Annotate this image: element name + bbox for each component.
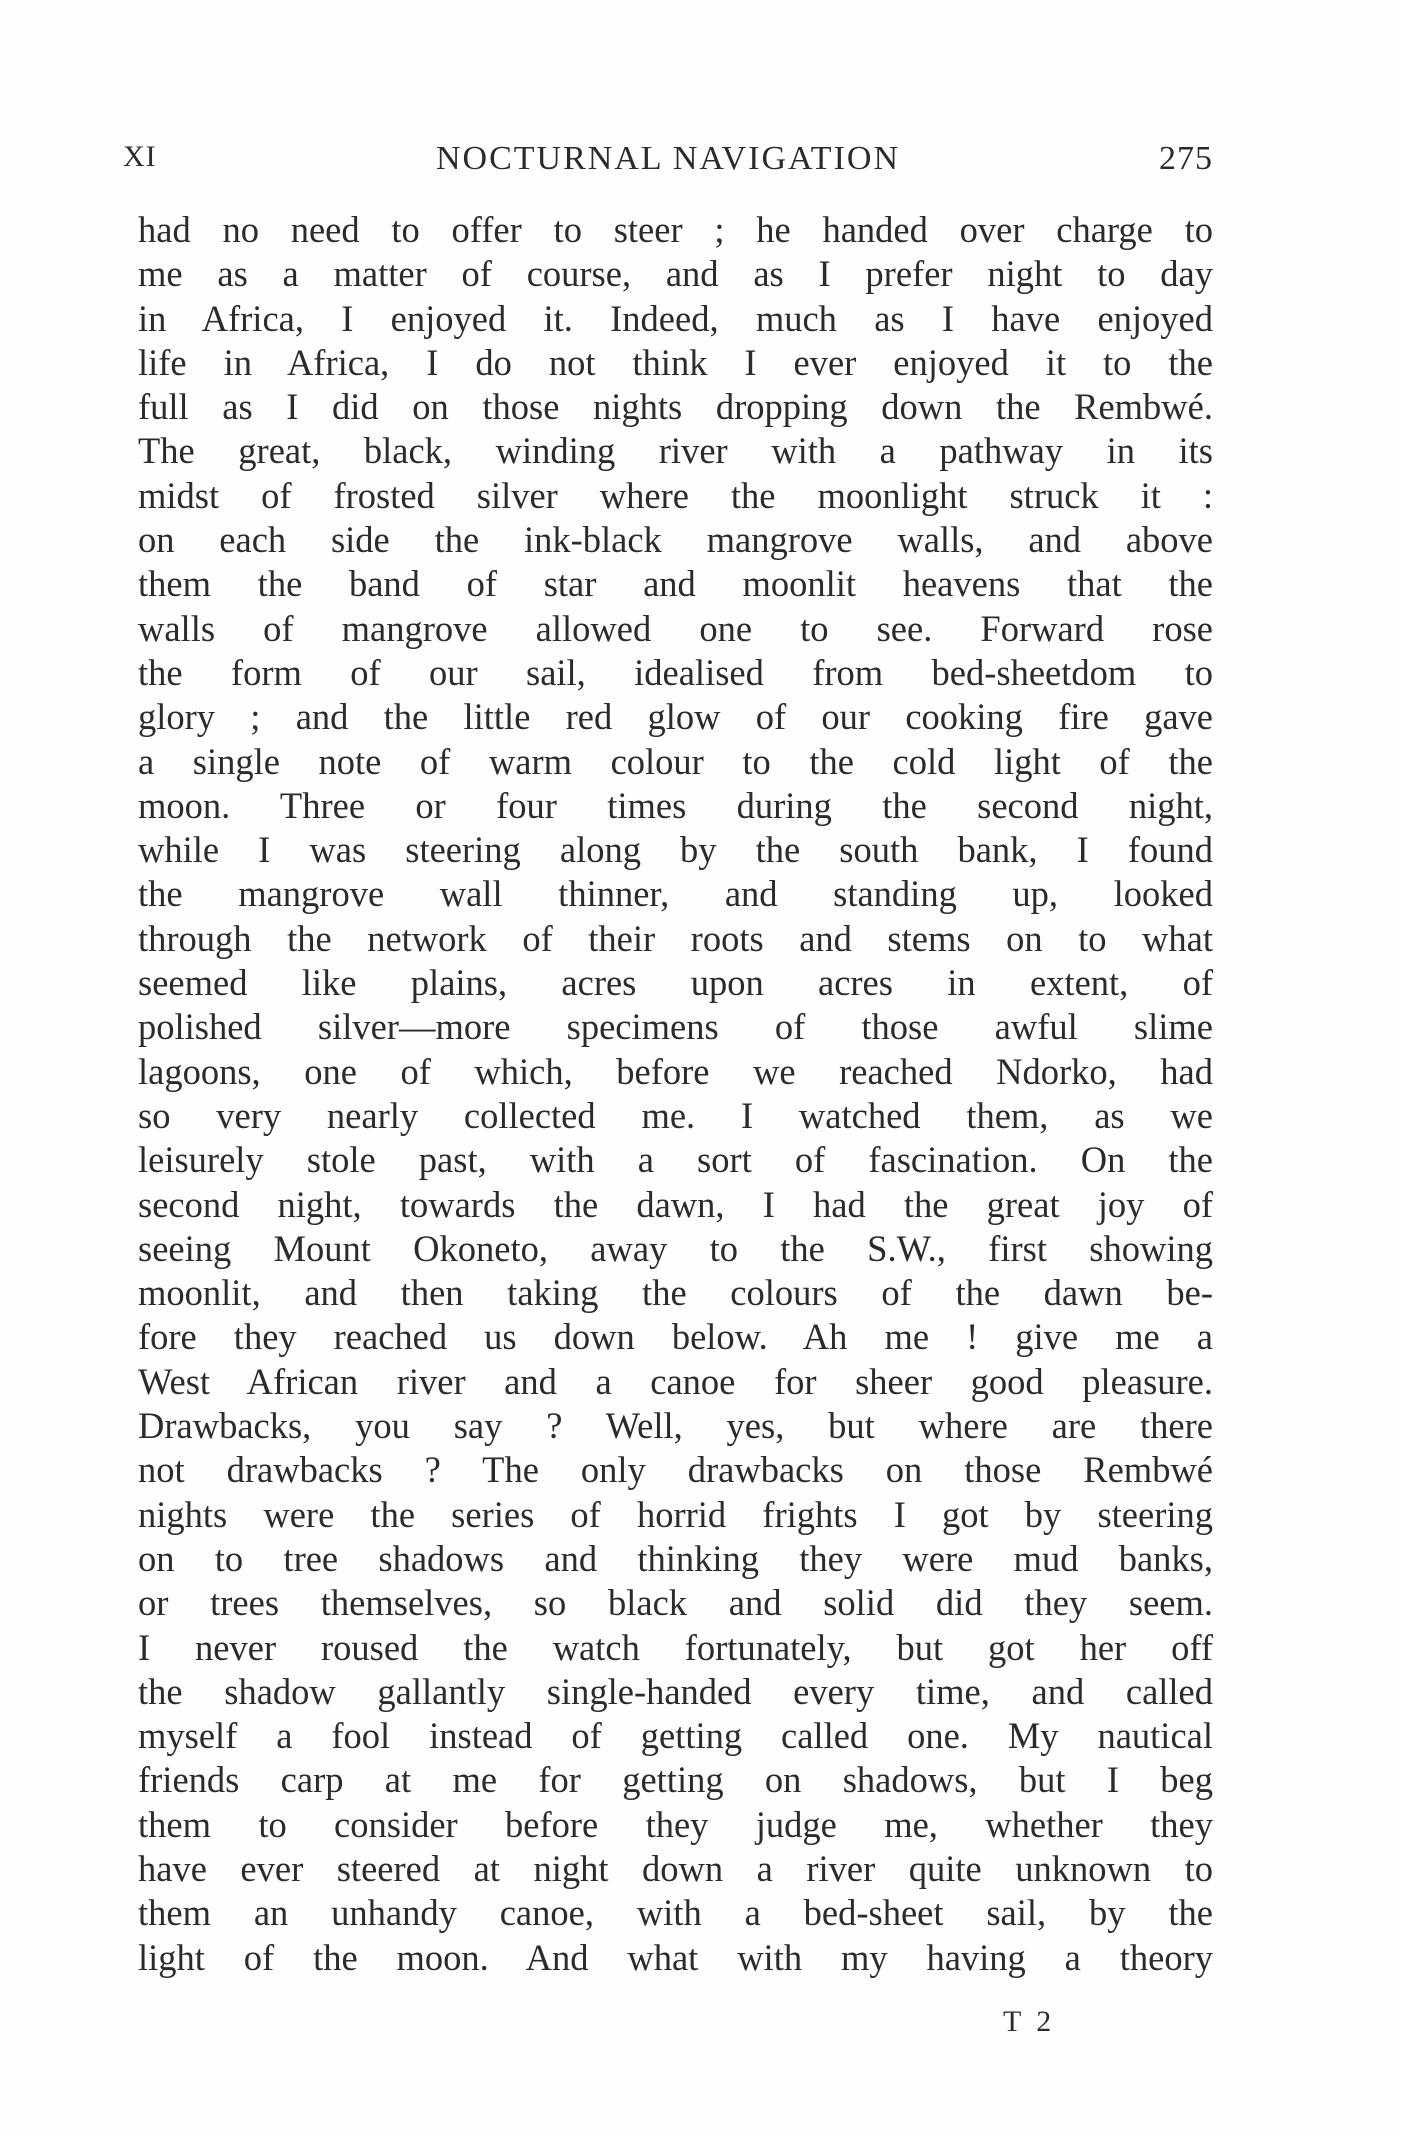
text-line: or trees themselves, so black and solid did they seem. bbox=[138, 1582, 1213, 1624]
text-line: moon. Three or four times during the second night, bbox=[138, 784, 1213, 826]
text-line: so very nearly collected me. I watched them, as we bbox=[138, 1094, 1213, 1136]
text-line: life in Africa, I do not think I ever enjoyed it to the bbox=[138, 341, 1213, 383]
text-line: myself a fool instead of getting called one. My nautical bbox=[138, 1715, 1213, 1757]
text-line: fore they reached us down below. Ah me ! give me a bbox=[138, 1316, 1213, 1358]
text-line: the mangrove wall thinner, and standing up, looked bbox=[138, 873, 1213, 915]
text-line: light of the moon. And what with my having a theory bbox=[138, 1936, 1213, 1978]
text-line: have ever steered at night down a river quite unknown to bbox=[138, 1847, 1213, 1889]
text-line: Drawbacks, you say ? Well, yes, but where are there bbox=[138, 1405, 1213, 1447]
text-line: them to consider before they judge me, whether they bbox=[138, 1803, 1213, 1845]
text-line: through the network of their roots and stems on to what bbox=[138, 917, 1213, 959]
text-line: polished silver—more specimens of those awful slime bbox=[138, 1006, 1213, 1048]
text-line: glory ; and the little red glow of our cooking fire gave bbox=[138, 696, 1213, 738]
text-line: a single note of warm colour to the cold light of the bbox=[138, 740, 1213, 782]
text-line: had no need to offer to steer ; he handed over charge to bbox=[138, 209, 1213, 250]
text-line: them the band of star and moonlit heavens that the bbox=[138, 563, 1213, 605]
text-line: leisurely stole past, with a sort of fascination. On the bbox=[138, 1139, 1213, 1181]
text-line: seeing Mount Okoneto, away to the S.W., first showing bbox=[138, 1227, 1213, 1269]
text-line: walls of mangrove allowed one to see. Forward rose bbox=[138, 607, 1213, 649]
running-title: NOCTURNAL NAVIGATION bbox=[435, 140, 901, 177]
text-line: lagoons, one of which, before we reached Ndorko, had bbox=[138, 1050, 1213, 1092]
text-line: in Africa, I enjoyed it. Indeed, much as I have enjoyed bbox=[138, 297, 1213, 339]
text-line: moonlit, and then taking the colours of the dawn be- bbox=[138, 1272, 1213, 1314]
text-line: full as I did on those nights dropping down the Rembwé. bbox=[138, 386, 1213, 428]
text-line: not drawbacks ? The only drawbacks on those Rembwé bbox=[138, 1449, 1213, 1491]
text-line: second night, towards the dawn, I had the great joy of bbox=[138, 1183, 1213, 1225]
text-line: The great, black, winding river with a pathway in its bbox=[138, 430, 1213, 472]
text-line: nights were the series of horrid frights I got by steering bbox=[138, 1493, 1213, 1535]
chapter-number: XI bbox=[123, 140, 157, 173]
text-line: me as a matter of course, and as I prefer night to day bbox=[138, 253, 1213, 295]
text-line: on to tree shadows and thinking they were mud banks, bbox=[138, 1537, 1213, 1579]
text-line: midst of frosted silver where the moonlight struck it : bbox=[138, 474, 1213, 516]
text-line: I never roused the watch fortunately, but got her off bbox=[138, 1626, 1213, 1668]
running-header bbox=[123, 140, 1213, 190]
text-line: on each side the ink-black mangrove walls, and above bbox=[138, 519, 1213, 561]
signature-mark: T 2 bbox=[1003, 2005, 1056, 2038]
text-line: seemed like plains, acres upon acres in extent, of bbox=[138, 962, 1213, 1004]
text-line: the shadow gallantly single-handed every time, and called bbox=[138, 1670, 1213, 1712]
text-line: while I was steering along by the south bank, I found bbox=[138, 829, 1213, 871]
text-line: friends carp at me for getting on shadows, but I beg bbox=[138, 1759, 1213, 1801]
page-number: 275 bbox=[1159, 140, 1213, 177]
text-line: them an unhandy canoe, with a bed-sheet sail, by the bbox=[138, 1892, 1213, 1934]
text-line: West African river and a canoe for sheer good pleasure. bbox=[138, 1360, 1213, 1402]
text-line: the form of our sail, idealised from bed-sheetdom to bbox=[138, 651, 1213, 693]
body-paragraph bbox=[138, 208, 1213, 1980]
